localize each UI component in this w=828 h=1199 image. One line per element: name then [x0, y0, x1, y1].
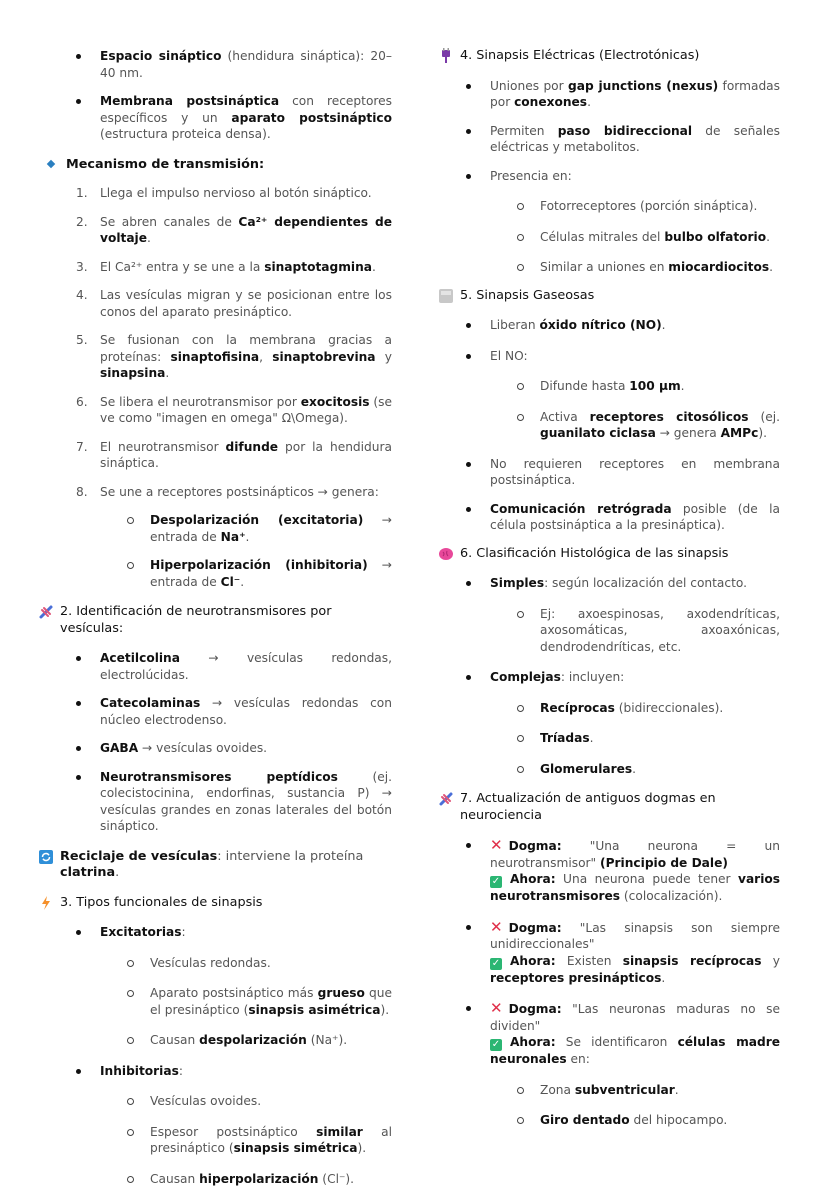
- list-item: [440, 501, 780, 534]
- sub-item: [440, 259, 780, 276]
- sub-item: [440, 606, 780, 656]
- sub-item: [440, 378, 780, 395]
- sub-item: [440, 700, 780, 717]
- mechanism-heading: [42, 157, 384, 174]
- text: (Na⁺).: [306, 1033, 348, 1047]
- check-icon: ✓: [491, 876, 501, 887]
- text: de señales eléctricas y metabolitos.: [490, 123, 780, 154]
- text: .: [632, 761, 637, 776]
- dogma-label: Dogma:: [508, 1002, 562, 1016]
- term: 100 µm: [629, 379, 681, 393]
- sub-item: [50, 1124, 392, 1157]
- heading-text: Mecanismo de transmisión:: [66, 156, 265, 172]
- step-7: [50, 439, 392, 472]
- text: por la hendidura sináptica.: [100, 439, 392, 470]
- now-label: Ahora:: [510, 1035, 556, 1049]
- term: difunde: [225, 439, 279, 454]
- dna-icon: [438, 791, 454, 807]
- step-5: [50, 332, 392, 382]
- text: El NO:: [490, 348, 528, 363]
- text: ).: [758, 426, 767, 440]
- term: sinapsina: [100, 366, 166, 380]
- list-item: [50, 769, 392, 835]
- term: guanilato ciclasa: [540, 426, 656, 440]
- list-item: [50, 48, 392, 81]
- term: Comunicación retrógrada: [490, 501, 672, 516]
- step-2: [50, 214, 392, 247]
- dna-icon: [38, 604, 54, 620]
- text: → vesículas redondas, electrolúcidas.: [100, 651, 392, 682]
- text: al presináptico (: [150, 1124, 392, 1155]
- now-label: Ahora:: [510, 953, 556, 968]
- text: (ej. colecistocinina, endorfinas, sustancia P) → vesículas grandes en zonas laterales del botón sináptico.: [100, 769, 392, 833]
- text: posible (de la célula postsináptica a la presináptica).: [490, 501, 780, 532]
- term: exocitosis: [300, 394, 370, 409]
- text: Se abren canales de: [100, 214, 239, 229]
- text: .: [589, 731, 594, 745]
- text: Se fusionan con la membrana gracias a proteínas:: [100, 333, 392, 364]
- plug-icon: [438, 48, 454, 64]
- heading-text: 2. Identificación de neurotransmisores por vesículas:: [60, 604, 332, 636]
- text: Llega el impulso nervioso al botón sináptico.: [100, 186, 372, 200]
- sub-item: [440, 1082, 780, 1099]
- step-number: 4.: [76, 288, 88, 302]
- text: Presencia en:: [490, 168, 572, 183]
- dogma-item: [440, 837, 780, 905]
- term: Membrana postsináptica: [100, 94, 280, 108]
- term: Inhibitorias: [100, 1063, 179, 1078]
- text: No requieren receptores en membrana postsináptica.: [490, 456, 780, 487]
- dogma-label: Dogma:: [508, 920, 562, 935]
- term: sinapsis asimétrica: [248, 1002, 381, 1017]
- dogma-item: [440, 1000, 780, 1068]
- text: (se ve como "imagen en omega" Ω\Omega).: [100, 394, 393, 425]
- term: conexones: [514, 95, 588, 109]
- text: Se identificaron: [555, 1035, 678, 1049]
- text: Se une a receptores postsinápticos → genera:: [100, 484, 379, 499]
- diamond-icon: [47, 159, 55, 167]
- step-4: [50, 287, 392, 320]
- text: Existen: [555, 953, 623, 968]
- sub-item: [50, 1171, 392, 1188]
- term: sinapsis recíprocas: [622, 953, 762, 968]
- text: → entrada de: [150, 513, 392, 544]
- sub-item: [440, 730, 780, 747]
- section-6-heading: [438, 546, 778, 563]
- text: Causan: [150, 1171, 200, 1186]
- cross-icon: ✕: [490, 999, 503, 1017]
- step-1: [50, 185, 392, 202]
- text: .: [245, 529, 250, 544]
- term: receptores citosólicos: [589, 409, 749, 424]
- list-item: [440, 669, 780, 686]
- term: bulbo olfatorio: [664, 229, 767, 244]
- term: Hiperpolarización (inhibitoria): [150, 558, 368, 572]
- text: ).: [357, 1141, 367, 1155]
- lightning-icon: [38, 895, 54, 911]
- text: y: [761, 953, 780, 968]
- step-6: [50, 394, 392, 427]
- text: : interviene la proteína: [217, 848, 364, 864]
- sub-item: [440, 198, 780, 215]
- term: Catecolaminas: [100, 696, 201, 710]
- step-8: [50, 484, 392, 501]
- term: Complejas: [490, 670, 561, 684]
- text: .: [680, 379, 685, 393]
- text: Causan: [150, 1033, 200, 1047]
- term: clatrina: [60, 865, 116, 880]
- text: → entrada de: [150, 558, 392, 589]
- text: : incluyen:: [560, 670, 625, 684]
- text: que el presináptico (: [150, 986, 392, 1017]
- section-4-heading: [438, 48, 778, 65]
- term: sinapsis simétrica: [233, 1141, 358, 1155]
- term: varios neurotransmisores: [490, 872, 780, 903]
- text: → genera: [655, 426, 721, 440]
- list-item: [50, 695, 392, 728]
- recycle-icon: [38, 849, 54, 865]
- text: "Las sinapsis son siempre unidireccionales": [490, 920, 780, 951]
- sub-item: [50, 955, 392, 972]
- group-inhibitorias: Inhibitorias:: [50, 1063, 392, 1080]
- step-number: 3.: [76, 259, 88, 274]
- list-item: [440, 168, 780, 185]
- text: El neurotransmisor: [100, 439, 226, 454]
- term: Recíprocas: [540, 700, 615, 715]
- step-3: [50, 259, 392, 276]
- term: Na⁺: [220, 529, 246, 544]
- text: Zona: [540, 1082, 575, 1097]
- step-number: 6.: [76, 394, 88, 409]
- term: sinaptobrevina: [272, 349, 376, 364]
- term: (Principio de Dale): [600, 855, 728, 870]
- section-5-heading: [438, 288, 778, 305]
- text: .: [661, 970, 666, 985]
- section-7-heading: [438, 791, 778, 824]
- text: El Ca²⁺ entra y se une a la: [100, 259, 265, 274]
- text: del hipocampo.: [629, 1113, 728, 1127]
- text: Vesículas ovoides.: [150, 1094, 262, 1108]
- term: GABA: [100, 741, 139, 755]
- text: y: [375, 349, 392, 364]
- text: Activa: [540, 409, 590, 424]
- term: AMPc: [720, 426, 759, 440]
- list-item: [50, 650, 392, 683]
- text: Permiten: [490, 123, 558, 138]
- sub-item: [440, 229, 780, 246]
- check-icon: ✓: [491, 957, 501, 969]
- term: Reciclaje de vesículas: [60, 848, 218, 864]
- term: receptores presinápticos: [490, 970, 662, 985]
- recycle-note: [38, 849, 380, 882]
- heading-text: 6. Clasificación Histológica de las sinapsis: [460, 545, 729, 561]
- text: ,: [259, 349, 273, 364]
- section-2-heading: [38, 604, 380, 637]
- text: .: [587, 95, 591, 109]
- list-item: [440, 317, 780, 334]
- term: Despolarización (excitatoria): [150, 513, 364, 527]
- text: Fotorreceptores (porción sináptica).: [540, 199, 758, 213]
- term: similar: [316, 1124, 363, 1139]
- text: .: [769, 260, 774, 274]
- text: (Cl⁻).: [318, 1171, 355, 1186]
- heading-text: 3. Tipos funcionales de sinapsis: [60, 894, 263, 910]
- text: formadas por: [490, 78, 780, 109]
- term: células madre neuronales: [490, 1035, 781, 1066]
- term: Glomerulares: [540, 761, 633, 776]
- text: .: [147, 231, 151, 245]
- text: Aparato postsináptico más: [150, 986, 318, 1000]
- list-item: [50, 93, 392, 143]
- text: : según localización del contacto.: [544, 576, 747, 590]
- text: (bidireccionales).: [614, 700, 724, 715]
- text: con receptores específicos y un: [100, 94, 392, 125]
- text: .: [165, 366, 170, 380]
- text: Espesor postsináptico: [150, 1124, 317, 1139]
- term: despolarización: [199, 1033, 307, 1047]
- section-3-heading: [38, 895, 380, 912]
- list-item: [50, 740, 392, 757]
- sub-item: [50, 1093, 392, 1110]
- step-number: 8.: [76, 484, 88, 499]
- text: → vesículas ovoides.: [138, 741, 268, 755]
- text: (estructura proteica densa).: [100, 127, 271, 141]
- term: sinaptotagmina: [264, 259, 372, 274]
- sub-item: [440, 409, 780, 442]
- text: .: [115, 865, 120, 880]
- step-number: 1.: [76, 186, 88, 200]
- term: Tríadas: [540, 731, 590, 745]
- step-number: 2.: [76, 214, 88, 229]
- term: sinaptofisina: [170, 349, 260, 364]
- step-number: 7.: [76, 439, 88, 454]
- cross-icon: ✕: [490, 917, 503, 936]
- text: .: [674, 1082, 679, 1097]
- text: .: [372, 259, 376, 274]
- heading-text: 7. Actualización de antiguos dogmas en neurociencia: [460, 791, 716, 823]
- list-item: [440, 575, 780, 592]
- list-item: [440, 123, 780, 156]
- dogma-label: Dogma:: [508, 839, 562, 853]
- text: ).: [380, 1002, 390, 1017]
- sub-item: [50, 557, 392, 590]
- cloud-icon: [438, 288, 454, 304]
- now-label: Ahora:: [510, 872, 556, 886]
- text: Uniones por: [490, 78, 569, 93]
- text: "Una neurona = un neurotransmisor": [490, 839, 780, 870]
- sub-item: [50, 1032, 392, 1049]
- text: Vesículas redondas.: [150, 955, 271, 970]
- heading-text: 5. Sinapsis Gaseosas: [460, 287, 595, 303]
- term: Neurotransmisores peptídicos: [100, 769, 338, 784]
- term: gap junctions (nexus): [568, 78, 719, 93]
- term: Simples: [490, 576, 545, 590]
- term: Ca²⁺ dependientes de voltaje: [100, 214, 393, 245]
- term: Cl⁻: [220, 574, 241, 589]
- text: .: [240, 574, 245, 589]
- brain-icon: [438, 546, 454, 562]
- text: en:: [566, 1052, 590, 1066]
- list-item: [440, 456, 780, 489]
- text: Difunde hasta: [540, 379, 630, 393]
- list-item: [440, 348, 780, 365]
- check-icon: ✓: [491, 1039, 501, 1050]
- cross-icon: ✕: [490, 836, 503, 854]
- text: Las vesículas migran y se posicionan entre los conos del aparato presináptico.: [100, 288, 392, 319]
- text: → vesículas redondas con núcleo electrodenso.: [100, 696, 392, 727]
- text: Una neurona puede tener: [555, 872, 739, 886]
- term: Giro dentado: [540, 1113, 630, 1127]
- text: Similar a uniones en: [540, 260, 669, 274]
- term: Acetilcolina: [100, 651, 180, 665]
- term: Excitatorias: [100, 925, 182, 939]
- left-column: [50, 48, 392, 1199]
- text: (colocalización).: [620, 889, 723, 903]
- term: grueso: [317, 986, 365, 1000]
- text: (hendidura sináptica): 20–40 nm.: [100, 49, 392, 80]
- term: aparato postsináptico: [231, 110, 392, 125]
- step-number: 5.: [76, 333, 88, 347]
- term: óxido nítrico (NO): [539, 318, 662, 332]
- text: .: [661, 318, 666, 332]
- term: paso bidireccional: [557, 123, 693, 138]
- sub-item: [50, 985, 392, 1018]
- sub-item: [440, 761, 780, 778]
- text: (ej.: [748, 409, 781, 424]
- list-item: [440, 78, 780, 111]
- sub-item: [50, 512, 392, 545]
- text: "Las neuronas maduras no se dividen": [490, 1002, 780, 1033]
- right-column: [440, 48, 780, 1141]
- sub-item: [440, 1112, 780, 1129]
- term: Espacio sináptico: [100, 49, 222, 63]
- group-excitatorias: Excitatorias:: [50, 924, 392, 941]
- term: subventricular: [574, 1082, 675, 1097]
- text: Se libera el neurotransmisor por: [100, 394, 301, 409]
- heading-text: 4. Sinapsis Eléctricas (Electrotónicas): [460, 48, 700, 63]
- term: hiperpolarización: [199, 1171, 319, 1186]
- text: Ej: axoespinosas, axodendríticas, axosomáticas, axoaxónicas, dendrodendríticas, etc.: [540, 606, 780, 654]
- text: .: [766, 229, 770, 244]
- text: Células mitrales del: [540, 229, 665, 244]
- text: Liberan: [490, 318, 540, 332]
- term: miocardiocitos: [668, 260, 770, 274]
- dogma-item: [440, 919, 780, 987]
